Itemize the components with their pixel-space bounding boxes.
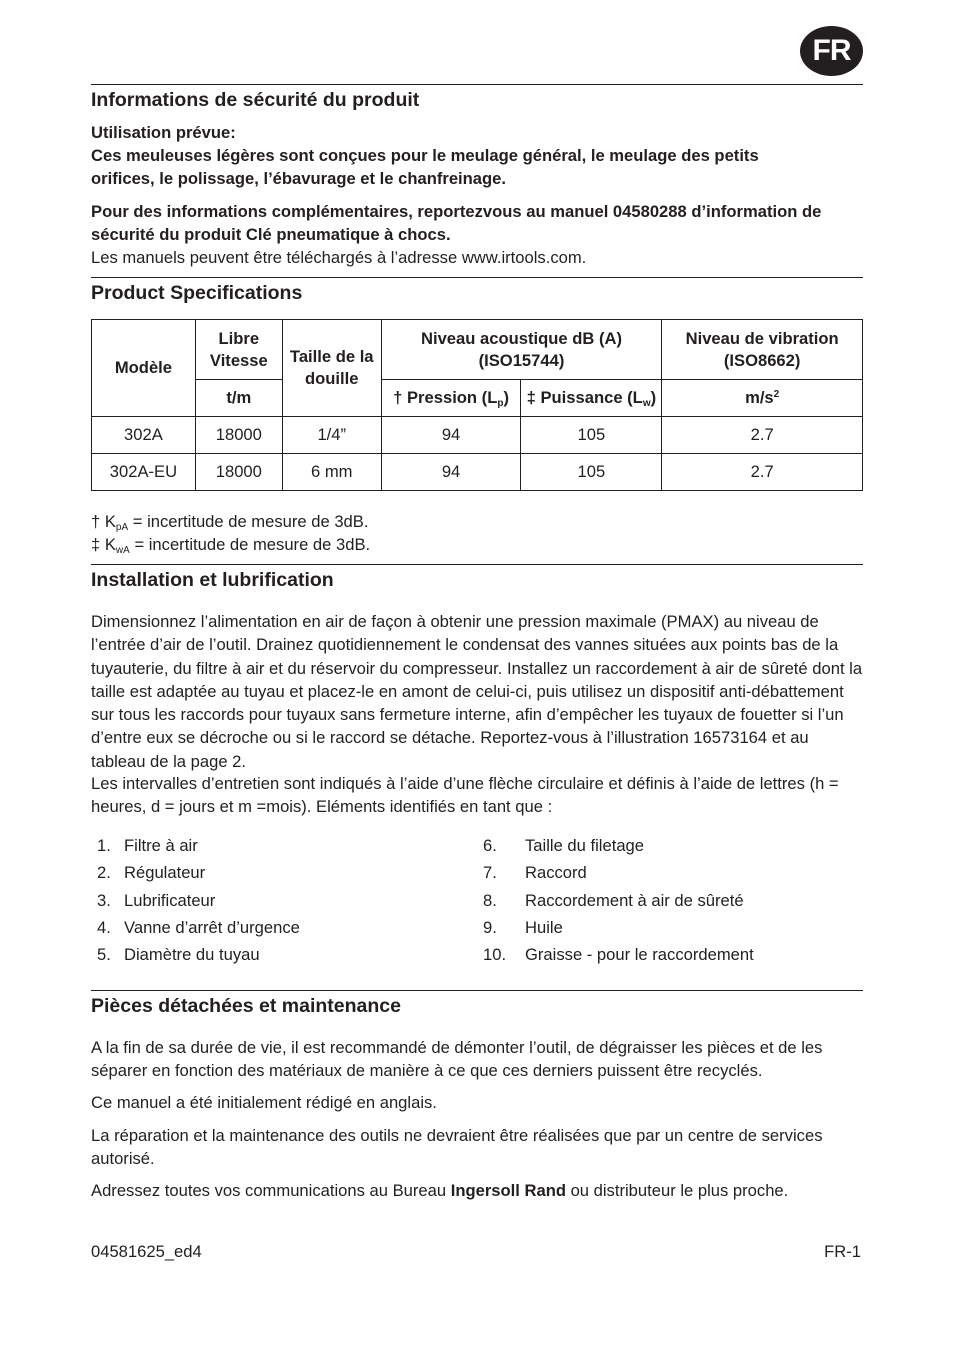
list-item [483, 860, 754, 887]
header-pressure-sub: p [497, 398, 504, 409]
cell-chuck: 6 mm [282, 454, 381, 491]
item-label: Régulateur [124, 863, 206, 883]
spec-table [91, 319, 863, 491]
item-number: 5. [97, 945, 111, 965]
paren: ) [650, 388, 657, 407]
brand-name: Ingersoll Rand [450, 1181, 566, 1200]
cell-pressure: 94 [381, 454, 521, 491]
note-sub: pA [115, 522, 129, 533]
intended-use-text: Ces meuleuses légères sont conçues pour le meulage général, le meulage des petits orifices, le polissage, l’ébavurage et le chanfreinage. [91, 146, 759, 189]
note-prefix: † K [91, 512, 116, 531]
contact-text: ou distributeur le plus proche. [565, 1181, 789, 1200]
cell-vibration: 2.7 [662, 454, 863, 491]
cell-chuck: 1/4” [282, 417, 381, 454]
item-label: Vanne d’arrêt d’urgence [124, 917, 300, 937]
header-acoustic [381, 320, 662, 380]
parts-list-left [97, 833, 300, 969]
cell-speed: 18000 [195, 417, 282, 454]
parts-list-right [483, 833, 754, 969]
uncertainty-note-1 [91, 510, 863, 533]
parts-paragraph-1: A la fin de sa durée de vie, il est recommandé de démonter l’outil, de dégraisser les pièces et de les séparer en fonction des matériaux de manière à ce que ces derniers puissent être recyclés. [91, 1038, 823, 1081]
item-number: 10. [483, 945, 507, 965]
list-item [483, 942, 754, 969]
item-label: Graisse - pour le raccordement [525, 945, 754, 965]
header-chuck: Taille de la douille [282, 320, 381, 417]
section-divider [91, 84, 863, 85]
item-number: 8. [483, 890, 497, 910]
install-paragraph-2: Les intervalles d’entretien sont indiqués à l’aide d’une flèche circulaire et définis à l’aide de lettres (h = heures, d = jours et m =mois). Eléments identifiés en tant que : [91, 774, 839, 817]
header-acoustic-label: Niveau acoustique dB (A) [420, 328, 622, 348]
header-power-label: ‡ Puissance (L [526, 388, 643, 407]
note-text: = incertitude de mesure de 3dB. [128, 512, 369, 531]
header-vibration-label: Niveau de vibration [685, 328, 839, 348]
note-text: = incertitude de mesure de 3dB. [129, 535, 371, 554]
contact-text: Adressez toutes vos communications au Bureau [91, 1181, 451, 1200]
item-number: 4. [97, 917, 111, 937]
more-info-text: Pour des informations complémentaires, reportezvous au manuel 04580288 d’information de sécurité du produit Clé pneumatique à chocs. [91, 202, 822, 245]
section-divider [91, 990, 863, 991]
item-number: 7. [483, 863, 497, 883]
specs-title: Product Specifications [91, 282, 303, 304]
cell-power: 105 [521, 417, 662, 454]
paren: ) [503, 388, 509, 407]
header-vibration [662, 320, 863, 380]
download-text: Les manuels peuvent être téléchargés à l’adresse www.irtools.com. [91, 248, 587, 267]
list-item [483, 915, 754, 942]
item-label: Lubrificateur [124, 890, 216, 910]
install-title: Installation et lubrification [91, 569, 334, 591]
header-power-sub: w [642, 398, 651, 409]
vibration-unit: m/s [745, 388, 774, 407]
doc-number: 04581625_ed4 [91, 1242, 202, 1261]
note-sub: wA [115, 545, 130, 556]
item-label: Huile [525, 917, 563, 937]
list-item [97, 915, 300, 942]
item-number: 9. [483, 917, 497, 937]
header-speed-unit: t/m [195, 380, 282, 417]
header-pressure-label: † Pression (L [393, 388, 498, 407]
item-number: 3. [97, 890, 111, 910]
section-divider [91, 564, 863, 565]
parts-paragraph-2: Ce manuel a été initialement rédigé en anglais. [91, 1093, 437, 1112]
safety-title: Informations de sécurité du produit [91, 89, 420, 111]
section-divider [91, 277, 863, 278]
list-item [483, 833, 754, 860]
item-number: 6. [483, 836, 497, 855]
header-model: Modèle [92, 320, 196, 417]
cell-model: 302A [92, 417, 196, 454]
table-row [92, 454, 863, 491]
header-vibration-std: (ISO8662) [723, 350, 801, 370]
intended-use-label: Utilisation prévue: [91, 123, 236, 142]
uncertainty-note-2 [91, 533, 863, 556]
list-item [97, 860, 300, 887]
language-badge: FR [800, 26, 863, 76]
header-vibration-unit [662, 380, 863, 417]
parts-title: Pièces détachées et maintenance [91, 995, 401, 1017]
item-label: Diamètre du tuyau [124, 945, 260, 965]
cell-power: 105 [521, 454, 662, 491]
cell-model: 302A-EU [92, 454, 196, 491]
vibration-unit-sup: 2 [773, 389, 780, 400]
item-label: Filtre à air [124, 836, 198, 855]
cell-pressure: 94 [381, 417, 521, 454]
item-number: 2. [97, 863, 111, 883]
cell-speed: 18000 [195, 454, 282, 491]
header-speed: Libre Vitesse [195, 320, 282, 380]
parts-paragraph-4 [91, 1179, 863, 1202]
item-label: Taille du filetage [525, 836, 644, 855]
item-number: 1. [97, 836, 111, 855]
install-paragraph-1: Dimensionnez l’alimentation en air de façon à obtenir une pression maximale (PMAX) au niveau de l’entrée d’air de l’outil. Drainez quotidiennement le condensat des vannes situées aux points bas de la tuyauterie, du filtre à air et du réservoir du compresseur. Installez un raccordement à air de sûreté dont la taille est adaptée au tuyau et placez-le en amont de celui-ci, puis utilisez un dispositif anti-débattement sur tous les raccords pour tuyaux sans fermeture interne, afin d’empêcher les tuyaux de fouetter si l’un d’entre eux se décroche ou si le raccord se détache. Reportez-vous à l’illustration 16573164 et au tableau de la page 2. [91, 612, 863, 771]
page-number: FR-1 [824, 1242, 861, 1261]
note-prefix: ‡ K [91, 535, 116, 554]
header-acoustic-std: (ISO15744) [478, 350, 565, 370]
header-power [521, 380, 662, 417]
table-row [92, 417, 863, 454]
list-item [97, 833, 300, 860]
list-item [97, 888, 300, 915]
cell-vibration: 2.7 [662, 417, 863, 454]
parts-paragraph-3: La réparation et la maintenance des outils ne devraient être réalisées que par un centre de services autorisé. [91, 1126, 823, 1169]
header-pressure [381, 380, 521, 417]
list-item [97, 942, 300, 969]
item-label: Raccordement à air de sûreté [525, 890, 744, 910]
list-item [483, 888, 754, 915]
item-label: Raccord [525, 863, 587, 883]
